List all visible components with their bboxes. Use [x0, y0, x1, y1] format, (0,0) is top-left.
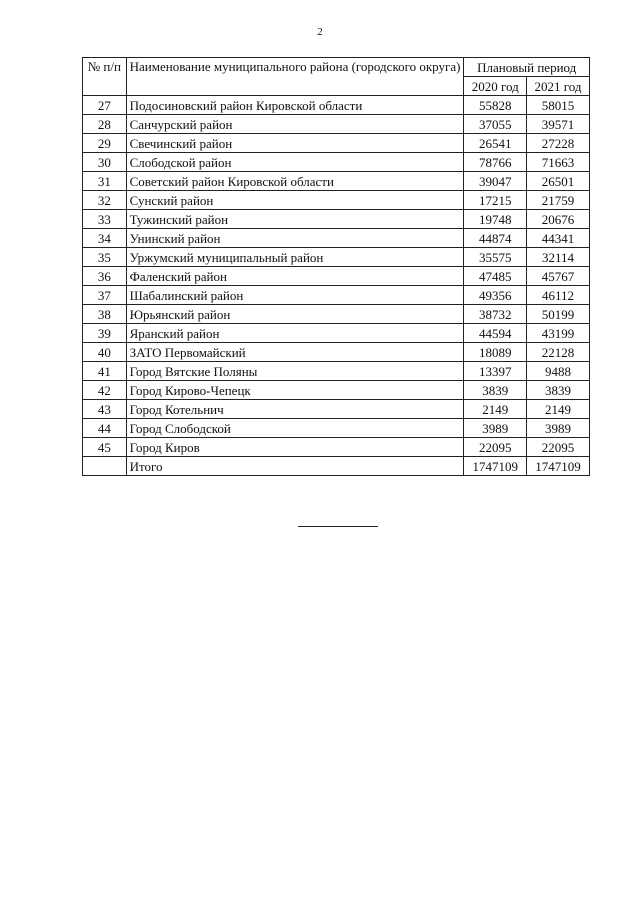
row-value-2021: 27228	[527, 134, 590, 153]
row-district-name: Советский район Кировской области	[126, 172, 464, 191]
row-district-name: Город Котельнич	[126, 400, 464, 419]
table-row	[83, 305, 590, 324]
table-row	[83, 343, 590, 362]
table-row	[83, 362, 590, 381]
header-name: Наименование муниципального района (городского округа)	[126, 58, 464, 96]
row-district-name: Унинский район	[126, 229, 464, 248]
row-value-2021: 44341	[527, 229, 590, 248]
table-row	[83, 400, 590, 419]
row-value-2021: 3839	[527, 381, 590, 400]
row-value-2021: 45767	[527, 267, 590, 286]
total-number	[83, 457, 127, 476]
row-district-name: Слободской район	[126, 153, 464, 172]
row-value-2020: 37055	[464, 115, 527, 134]
table-row	[83, 210, 590, 229]
table-row	[83, 324, 590, 343]
row-number: 31	[83, 172, 127, 191]
row-value-2021: 50199	[527, 305, 590, 324]
row-value-2020: 17215	[464, 191, 527, 210]
row-value-2021: 58015	[527, 96, 590, 115]
row-value-2021: 39571	[527, 115, 590, 134]
row-district-name: ЗАТО Первомайский	[126, 343, 464, 362]
row-district-name: Город Вятские Поляны	[126, 362, 464, 381]
row-value-2021: 32114	[527, 248, 590, 267]
table-row	[83, 438, 590, 457]
table-row	[83, 172, 590, 191]
row-value-2020: 26541	[464, 134, 527, 153]
row-value-2020: 55828	[464, 96, 527, 115]
table-footer	[83, 457, 590, 476]
row-number: 38	[83, 305, 127, 324]
table-row	[83, 115, 590, 134]
row-value-2021: 43199	[527, 324, 590, 343]
row-number: 39	[83, 324, 127, 343]
row-number: 44	[83, 419, 127, 438]
budget-table	[82, 57, 590, 476]
row-district-name: Шабалинский район	[126, 286, 464, 305]
row-district-name: Город Слободской	[126, 419, 464, 438]
row-value-2020: 13397	[464, 362, 527, 381]
header-row-top	[83, 58, 590, 77]
row-value-2021: 20676	[527, 210, 590, 229]
table-body	[83, 96, 590, 457]
table-row	[83, 248, 590, 267]
header-year-2020: 2020 год	[464, 77, 527, 96]
row-district-name: Яранский район	[126, 324, 464, 343]
table-row	[83, 96, 590, 115]
row-number: 29	[83, 134, 127, 153]
row-number: 41	[83, 362, 127, 381]
row-district-name: Город Киров	[126, 438, 464, 457]
row-district-name: Тужинский район	[126, 210, 464, 229]
row-number: 42	[83, 381, 127, 400]
row-value-2020: 2149	[464, 400, 527, 419]
row-district-name: Свечинский район	[126, 134, 464, 153]
row-value-2020: 39047	[464, 172, 527, 191]
row-district-name: Фаленский район	[126, 267, 464, 286]
table-row	[83, 419, 590, 438]
row-value-2020: 19748	[464, 210, 527, 229]
row-number: 28	[83, 115, 127, 134]
row-value-2021: 22095	[527, 438, 590, 457]
row-number: 27	[83, 96, 127, 115]
table-row	[83, 134, 590, 153]
table-row	[83, 191, 590, 210]
row-number: 40	[83, 343, 127, 362]
row-value-2020: 22095	[464, 438, 527, 457]
row-number: 37	[83, 286, 127, 305]
table-row	[83, 229, 590, 248]
row-value-2020: 38732	[464, 305, 527, 324]
header-planning-period: Плановый период	[464, 58, 590, 77]
row-number: 30	[83, 153, 127, 172]
row-number: 32	[83, 191, 127, 210]
row-district-name: Город Кирово-Чепецк	[126, 381, 464, 400]
total-label: Итого	[126, 457, 464, 476]
table-row	[83, 286, 590, 305]
total-row	[83, 457, 590, 476]
row-value-2020: 3989	[464, 419, 527, 438]
row-district-name: Юрьянский район	[126, 305, 464, 324]
row-value-2021: 26501	[527, 172, 590, 191]
total-2021: 1747109	[527, 457, 590, 476]
table-header	[83, 58, 590, 96]
row-number: 43	[83, 400, 127, 419]
row-number: 36	[83, 267, 127, 286]
divider-line	[298, 526, 378, 527]
row-value-2020: 18089	[464, 343, 527, 362]
row-district-name: Уржумский муниципальный район	[126, 248, 464, 267]
row-number: 45	[83, 438, 127, 457]
total-2020: 1747109	[464, 457, 527, 476]
row-value-2020: 3839	[464, 381, 527, 400]
page-number: 2	[317, 26, 323, 38]
row-value-2021: 2149	[527, 400, 590, 419]
row-number: 35	[83, 248, 127, 267]
row-value-2020: 78766	[464, 153, 527, 172]
row-value-2021: 46112	[527, 286, 590, 305]
header-number: № п/п	[83, 58, 127, 96]
row-value-2020: 47485	[464, 267, 527, 286]
row-district-name: Санчурский район	[126, 115, 464, 134]
header-year-2021: 2021 год	[527, 77, 590, 96]
row-value-2021: 3989	[527, 419, 590, 438]
row-value-2020: 44594	[464, 324, 527, 343]
row-district-name: Сунский район	[126, 191, 464, 210]
table-row	[83, 153, 590, 172]
table-row	[83, 381, 590, 400]
row-value-2020: 49356	[464, 286, 527, 305]
row-value-2020: 35575	[464, 248, 527, 267]
row-district-name: Подосиновский район Кировской области	[126, 96, 464, 115]
row-value-2021: 9488	[527, 362, 590, 381]
row-value-2021: 71663	[527, 153, 590, 172]
row-value-2020: 44874	[464, 229, 527, 248]
row-value-2021: 22128	[527, 343, 590, 362]
row-value-2021: 21759	[527, 191, 590, 210]
row-number: 34	[83, 229, 127, 248]
table-row	[83, 267, 590, 286]
row-number: 33	[83, 210, 127, 229]
